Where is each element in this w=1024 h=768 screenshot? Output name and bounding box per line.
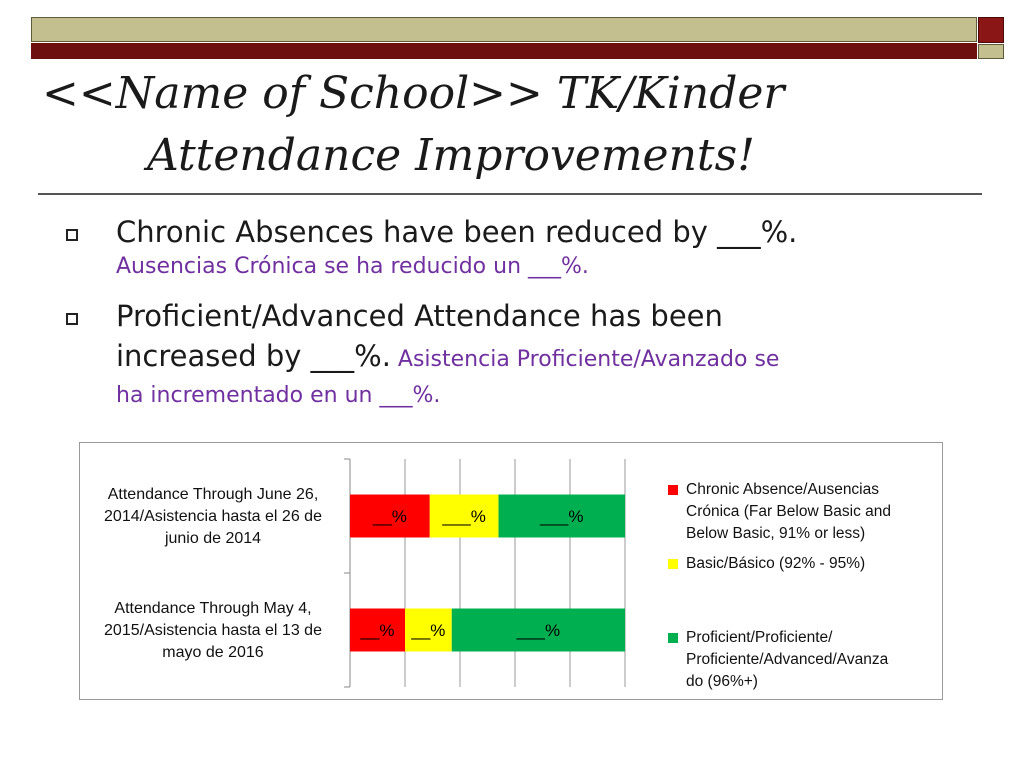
legend-swatch xyxy=(668,633,678,643)
legend-label: Proficiente/Advanced/Avanza xyxy=(686,651,889,668)
title-bar-khaki-stripe xyxy=(31,17,977,42)
bullet-english-text: Chronic Absences have been reduced by ___%. xyxy=(116,215,798,249)
chart-category-label: Attendance Through June 26, xyxy=(107,486,319,503)
legend-label: do (96%+) xyxy=(686,673,758,690)
slide-title-line-2: Attendance Improvements! xyxy=(147,130,755,181)
bullet-list xyxy=(62,212,962,428)
chart-category-label: junio de 2014 xyxy=(164,530,262,547)
bullet-english-text-line-2: increased by ___%. xyxy=(116,339,391,373)
chart-category-label: Attendance Through May 4, xyxy=(114,600,312,617)
chart-data-label: ___% xyxy=(540,507,584,526)
slide-title-line-1: <<Name of School>> TK/Kinder xyxy=(42,68,785,119)
chart-category-label: 2015/Asistencia hasta el 13 de xyxy=(104,622,322,639)
chart-data-label: __% xyxy=(411,621,446,640)
title-bar-maroon-stripe xyxy=(31,43,977,59)
legend-item xyxy=(668,553,938,575)
corner-square-khaki xyxy=(978,44,1004,59)
title-divider xyxy=(38,193,982,195)
bullet-spanish-text: Ausencias Crónica se ha reducido un ___%. xyxy=(116,254,589,279)
corner-square-maroon xyxy=(978,17,1004,43)
legend-label: Crónica (Far Below Basic and xyxy=(686,503,892,520)
legend-item xyxy=(668,627,938,693)
chart-category-label: 2014/Asistencia hasta el 26 de xyxy=(104,508,322,525)
attendance-chart xyxy=(79,442,943,700)
chart-data-label: __% xyxy=(372,507,407,526)
legend-label: Chronic Absence/Ausencias xyxy=(686,481,880,498)
legend-swatch xyxy=(668,485,678,495)
bullet-spanish-text-line-1: Asistencia Proficiente/Avanzado se xyxy=(390,347,780,372)
legend-item xyxy=(668,479,938,545)
legend-label: Proficient/Proficiente/ xyxy=(686,629,833,646)
slide-title xyxy=(42,63,942,187)
bullet-square-icon xyxy=(66,313,78,325)
legend-label: Basic/Básico (92% - 95%) xyxy=(686,555,866,572)
chart-data-label: ___% xyxy=(442,507,486,526)
bullet-spanish-text-line-2: ha incrementado en un ___%. xyxy=(116,383,441,408)
bullet-item-proficient-attendance xyxy=(62,296,962,414)
chart-category-label: mayo de 2016 xyxy=(162,644,264,661)
bullet-square-icon xyxy=(66,229,78,241)
bullet-item-chronic-absences xyxy=(62,212,962,282)
chart-data-label: ___% xyxy=(516,621,561,640)
legend-label: Below Basic, 91% or less) xyxy=(686,525,866,542)
title-bar-decoration xyxy=(31,17,977,59)
legend-swatch xyxy=(668,559,678,569)
chart-data-label: __% xyxy=(360,621,395,640)
bullet-english-text-line-1: Proficient/Advanced Attendance has been xyxy=(116,299,723,333)
